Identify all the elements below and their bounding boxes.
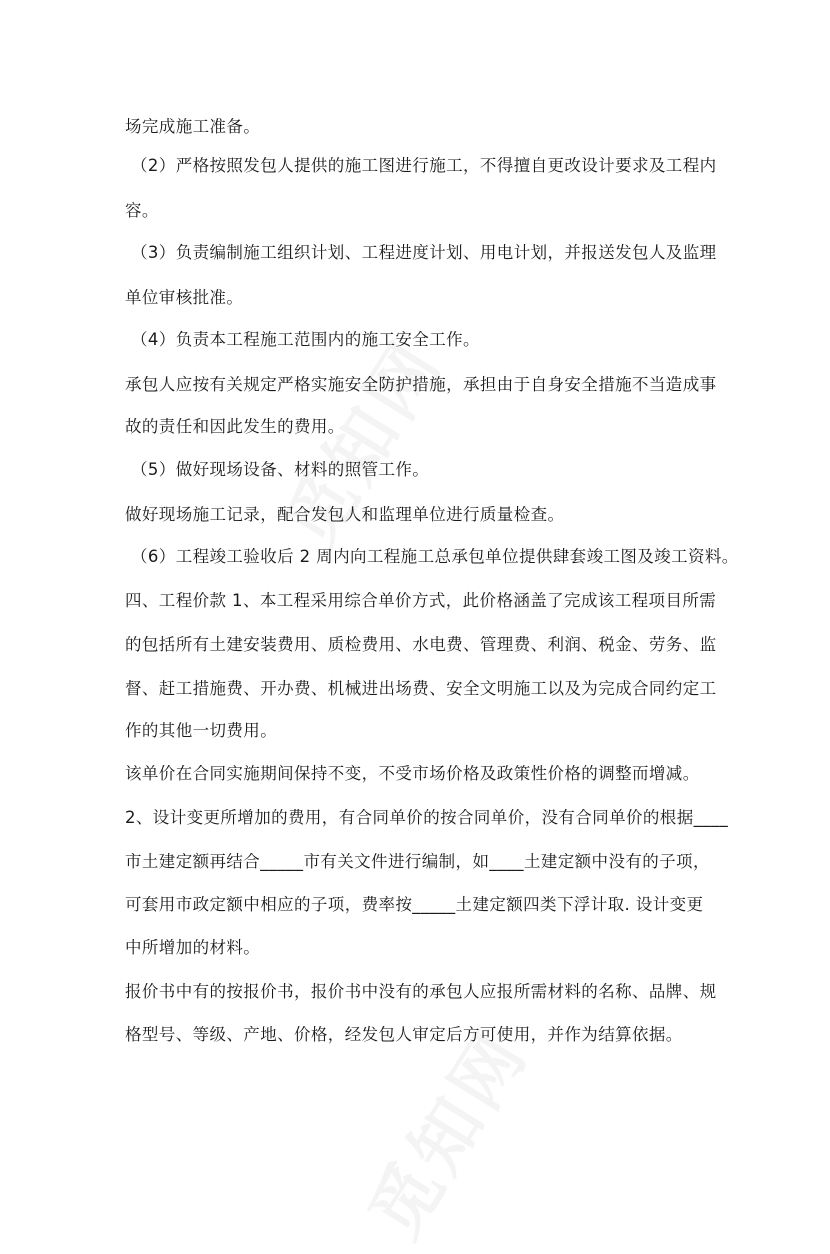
text-line: 单位审核批准。 — [125, 288, 244, 307]
text-line: 承包人应按有关规定严格实施安全防护措施，承担由于自身安全措施不当造成事 — [125, 375, 717, 394]
text-line: 作的其他一切费用。 — [125, 721, 278, 740]
text-line: （2）严格按照发包人提供的施工图进行施工，不得擅自更改设计要求及工程内 — [131, 156, 717, 175]
text-line: 格型号、等级、产地、价格，经发包人审定后方可使用，并作为结算依据。 — [125, 1025, 683, 1044]
text-line: 市土建定额再结合_____市有关文件进行编制，如____土建定额中没有的子项， — [125, 852, 710, 871]
text-line: （5）做好现场设备、材料的照管工作。 — [131, 460, 430, 479]
text-line: 做好现场施工记录，配合发包人和监理单位进行质量检查。 — [125, 505, 565, 524]
text-line: 的包括所有土建安装费用、质检费用、水电费、管理费、利润、税金、劳务、监 — [125, 635, 717, 654]
text-line: 故的责任和因此发生的费用。 — [125, 417, 345, 436]
watermark-text — [256, 317, 462, 564]
text-line: 四、工程价款 1、本工程采用综合单价方式，此价格涵盖了完成该工程项目所需 — [125, 591, 717, 610]
text-line: 容。 — [125, 201, 159, 220]
text-line: （3）负责编制施工组织计划、工程进度计划、用电计划，并报送发包人及监理 — [131, 243, 717, 262]
text-line: （6）工程竣工验收后 2 周内向工程施工总承包单位提供肆套竣工图及竣工资料。 — [131, 547, 739, 566]
text-line: 督、赶工措施费、开办费、机械进出场费、安全文明施工以及为完成合同约定工 — [125, 679, 717, 698]
text-line: 可套用市政定额中相应的子项，费率按_____土建定额四类下浮计取. 设计变更 — [125, 895, 704, 914]
text-line: 报价书中有的按报价书，报价书中没有的承包人应报所需材料的名称、品牌、规 — [125, 982, 717, 1001]
text-line: 2、设计变更所增加的费用，有合同单价的按合同单价，没有合同单价的根据____ — [125, 808, 729, 827]
text-line: 场完成施工准备。 — [125, 117, 261, 136]
text-line: （4）负责本工程施工范围内的施工安全工作。 — [131, 330, 480, 349]
text-line: 中所增加的材料。 — [125, 938, 261, 957]
text-line: 该单价在合同实施期间保持不变，不受市场价格及政策性价格的调整而增减。 — [125, 764, 700, 783]
